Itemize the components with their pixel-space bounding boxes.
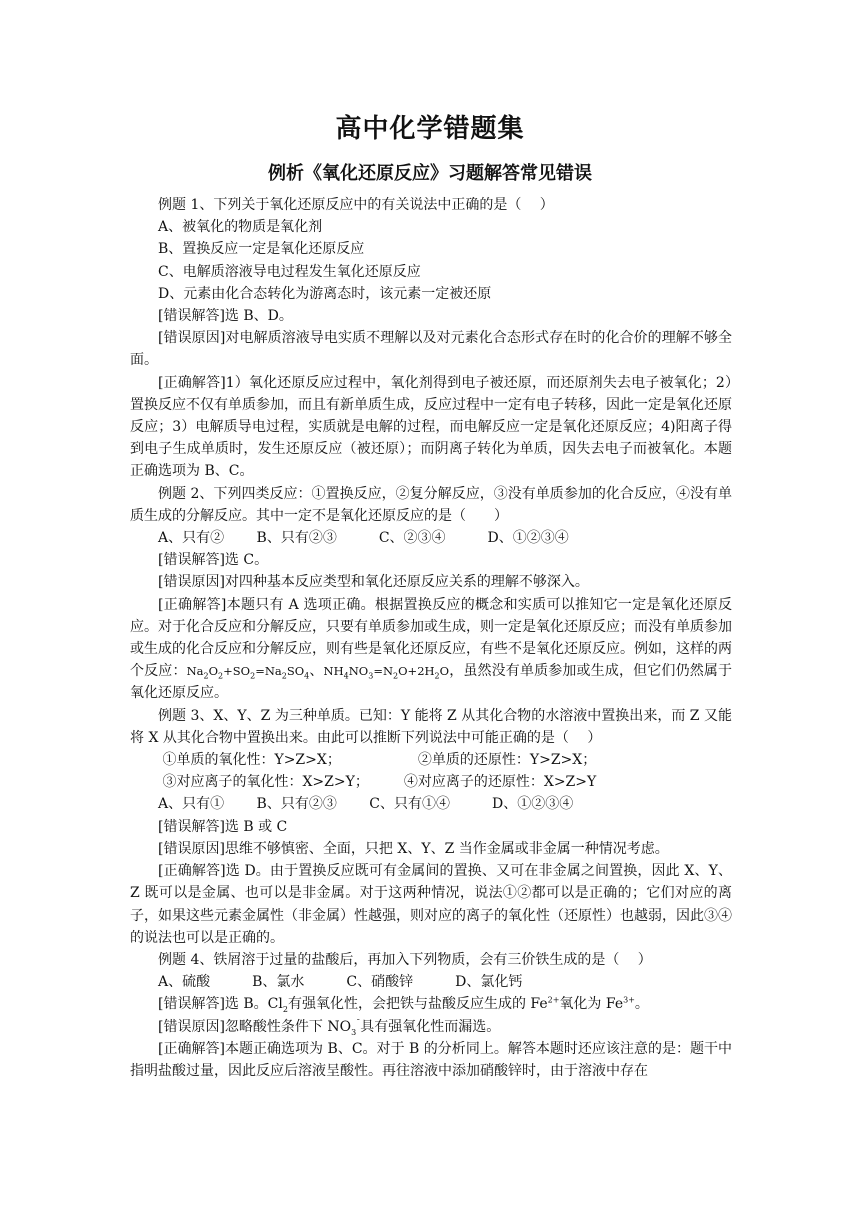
eq-sub: 2 xyxy=(250,671,256,681)
q2-equation-2 xyxy=(323,664,450,681)
q2-correct-answer-pre: [正确解答]本题只有 A 选项正确。根据置换反应的概念和实质可以推知它一定是氧化还原反应。对于化合反应和分解反应，只要有单质参加或生成，则一定是氧化还原反应；而没有单质参加或生成的化合反应和分解反应，则有些是氧化还原反应，有些不是氧化还原反应。例如，这样的两个反应： xyxy=(130,596,732,680)
q1-option-b: B、置换反应一定是氧化还原反应 xyxy=(158,241,365,258)
eq-part: NH xyxy=(323,664,344,679)
eq-part: SO xyxy=(286,664,305,679)
document-title: 高中化学错题集 xyxy=(335,114,525,144)
text-part: 具有强氧化性而漏选。 xyxy=(360,1018,501,1035)
text-part: [错误原因]忽略酸性条件下 NO xyxy=(158,1018,352,1035)
eq-sub: 4 xyxy=(343,671,349,681)
formula-sub: 3 xyxy=(351,1027,357,1037)
eq-part: O+2H xyxy=(398,664,435,679)
q1-option-c: C、电解质溶液导电过程发生氧化还原反应 xyxy=(158,263,421,280)
eq-separator: 、 xyxy=(309,663,324,680)
q2-options: A、只有② B、只有②③ C、②③④ D、①②③④ xyxy=(158,530,569,547)
q1-correct-answer: [正确解答]1）氧化还原反应过程中，氧化剂得到电子被还原，而还原剂失去电子被氧化；2）置换反应不仅有单质参加，而且有新单质生成，反应过程中一定有电子转移，因此一定是氧化还原反应；3）电解质导电过程，实质就是电解的过程，而电解反应一定是氧化还原反应；4)阳离子得到电子生成单质时，发生还原反应（被还原）；而阴离子转化为单质，因失去电子而被氧化。本题正确选项为 B、C。 xyxy=(130,374,732,480)
q3-statements-2: ③对应离子的氧化性：X>Z>Y； ④对应离子的还原性：X>Z>Y xyxy=(158,774,597,791)
q4-question: 例题 4、铁屑溶于过量的盐酸后，再加入下列物质，会有三价铁生成的是（ ） xyxy=(158,951,652,968)
eq-part: NO xyxy=(348,664,369,679)
eq-sub: 2 xyxy=(281,671,287,681)
q1-question: 例题 1、下列关于氧化还原反应中的有关说法中正确的是（ ） xyxy=(158,197,554,213)
q3-options: A、只有① B、只有②③ C、只有①④ D、①②③④ xyxy=(158,796,574,813)
eq-sub: 2 xyxy=(218,671,224,681)
q2-wrong-reason: [错误原因]对四种基本反应类型和氧化还原反应关系的理解不够深入。 xyxy=(158,574,589,591)
text-part: [错误解答]选 B。Cl xyxy=(158,996,283,1013)
q3-statements-1: ①单质的氧化性：Y>Z>X； ②单质的还原性：Y>Z>X； xyxy=(158,752,597,769)
eq-part: =N xyxy=(373,664,394,679)
q2-equation-1 xyxy=(186,664,310,681)
q2-wrong-answer: [错误解答]选 C。 xyxy=(158,552,269,569)
text-part: 有强氧化性，会把铁与盐酸反应生成的 Fe xyxy=(287,996,548,1013)
eq-part: O xyxy=(439,664,450,679)
q4-options: A、硫酸 B、氯水 C、硝酸锌 D、氯化钙 xyxy=(158,974,523,991)
q1-wrong-reason: [错误原因]对电解质溶液导电实质不理解以及对元素化合态形式存在时的化合价的理解不够全面。 xyxy=(130,330,732,369)
text-part: 氧化为 Fe xyxy=(559,996,624,1013)
eq-sub: 2 xyxy=(203,671,209,681)
text-part: 。 xyxy=(634,996,649,1013)
formula-sup: 3+ xyxy=(623,995,635,1005)
eq-part: +SO xyxy=(223,664,251,679)
formula-sup: 2+ xyxy=(547,995,560,1005)
q1-option-d: D、元素由化合态转化为游离态时，该元素一定被还原 xyxy=(158,285,492,302)
eq-sub: 4 xyxy=(304,671,310,681)
q2-correct-answer xyxy=(130,594,732,705)
q3-correct-answer: [正确解答]选 D。由于置换反应既可有金属间的置换、又可在非金属之间置换，因此 X、Y、Z 既可以是金属、也可以是非金属。对于这两种情况，说法①②都可以是正确的；它们对应的离子，如果这些元素金属性（非金属）性越强，则对应的离子的氧化性（还原性）也越弱，因此③④的说法也可以是正确的。 xyxy=(130,863,732,946)
q1-option-a: A、被氧化的物质是氧化剂 xyxy=(158,219,323,236)
formula-sub: 2 xyxy=(282,1005,288,1015)
q3-question: 例题 3、X、Y、Z 为三种单质。已知：Y 能将 Z 从其化合物的水溶液中置换出来，而 Z 又能将 X 从其化合物中置换出来。由此可以推断下列说法中可能正确的是（ ） xyxy=(130,707,732,746)
q1-wrong-answer: [错误解答]选 B、D。 xyxy=(158,308,293,325)
q4-wrong-answer xyxy=(130,993,732,1015)
document-subtitle: 例析《氧化还原反应》习题解答常见错误 xyxy=(268,163,592,184)
q4-correct-answer: [正确解答]本题正确选项为 B、C。对于 B 的分析同上。解答本题时还应该注意的是：题干中指明盐酸过量，因此反应后溶液呈酸性。再往溶液中添加硝酸锌时，由于溶液中存在 xyxy=(130,1040,732,1079)
eq-sub: 3 xyxy=(368,671,374,681)
q2-question: 例题 2、下列四类反应：①置换反应，②复分解反应，③没有单质参加的化合反应，④没有单质生成的分解反应。其中一定不是氧化还原反应的是（ ） xyxy=(130,485,732,524)
eq-part: Na xyxy=(186,664,204,679)
document-body xyxy=(130,194,732,1082)
eq-part: =Na xyxy=(255,664,282,679)
eq-part: O xyxy=(208,664,219,679)
q3-wrong-answer: [错误解答]选 B 或 C xyxy=(158,818,288,835)
eq-sub: 2 xyxy=(434,671,440,681)
q2-correct-answer-post: ，虽然没有单质参加或生成，但它们仍然属于氧化还原反应。 xyxy=(130,663,733,702)
eq-sub: 2 xyxy=(393,671,399,681)
q3-wrong-reason: [错误原因]思维不够慎密、全面，只把 X、Y、Z 当作金属或非金属一种情况考虑。 xyxy=(158,840,669,857)
formula-sup: ¯ xyxy=(356,1017,361,1027)
q4-wrong-reason xyxy=(130,1016,732,1038)
